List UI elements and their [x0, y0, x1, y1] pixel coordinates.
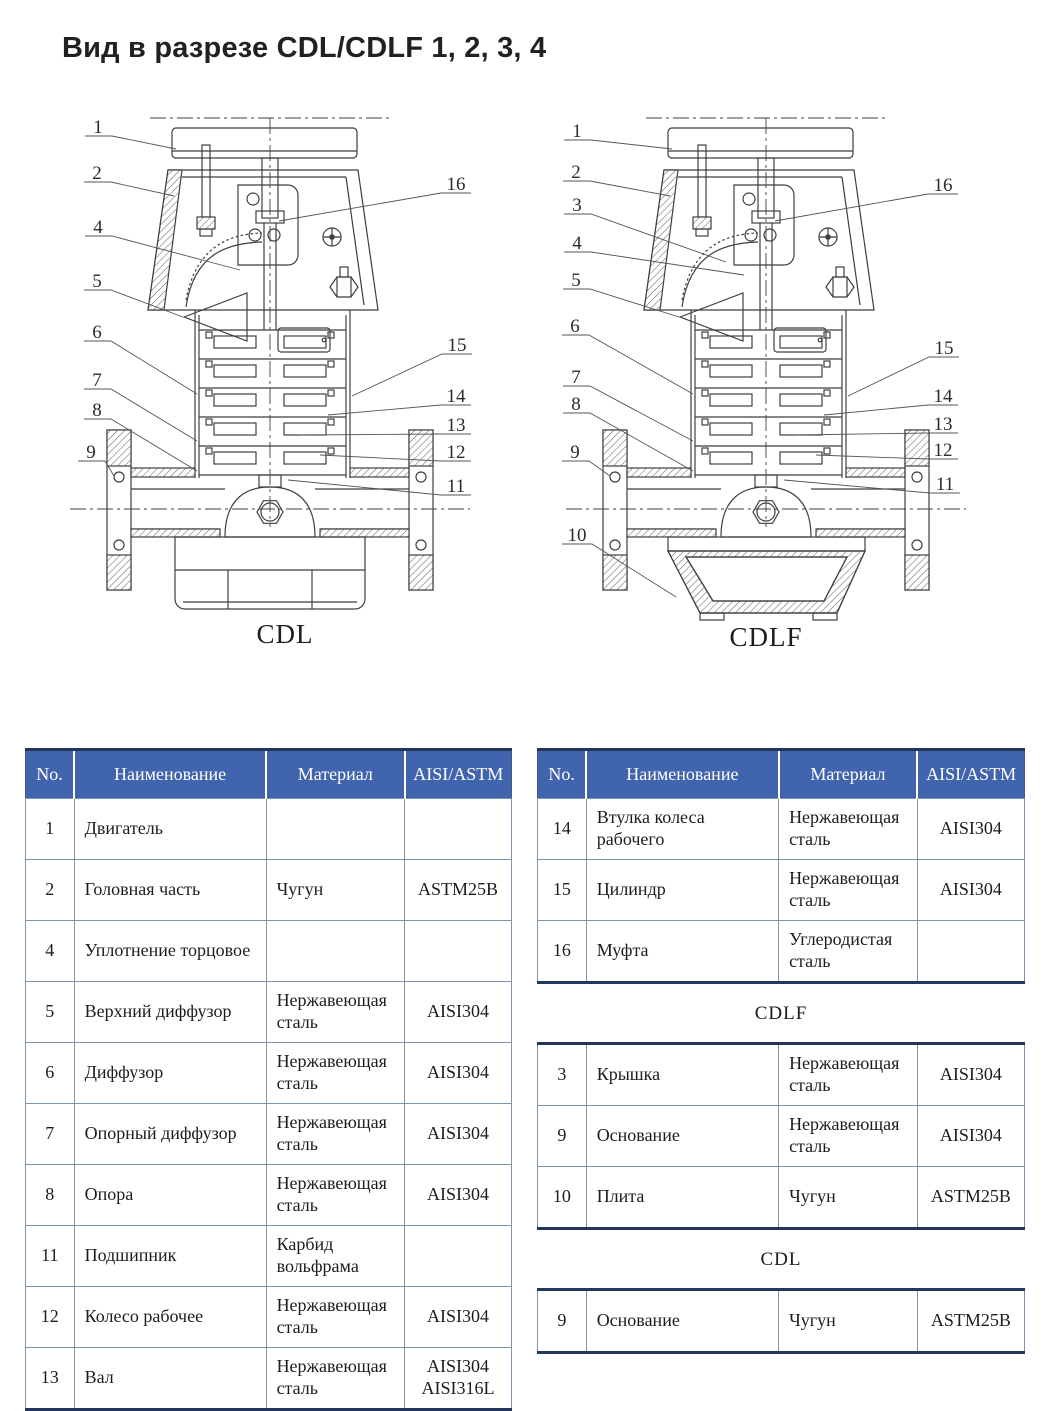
callout-label: 16	[933, 175, 953, 196]
parts-table-right-main	[537, 748, 1025, 984]
callout-label: 4	[572, 233, 582, 254]
callout-label: 11	[446, 476, 466, 497]
cell-no: 15	[538, 860, 587, 921]
header-material: Материал	[266, 750, 405, 799]
table-row	[26, 1348, 512, 1410]
callout-label: 13	[446, 415, 466, 436]
cell-name: Головная часть	[74, 860, 266, 921]
header-no: No.	[538, 750, 587, 799]
cell-material: Чугун	[266, 860, 405, 921]
table-row	[26, 1287, 512, 1348]
callout-label: 9	[86, 442, 96, 463]
table-row	[538, 1167, 1025, 1229]
cell-material: Нержавеющая сталь	[779, 1044, 918, 1106]
callout-label: 1	[572, 121, 582, 142]
cell-name: Основание	[586, 1290, 778, 1353]
table-row	[538, 799, 1025, 860]
cell-material: Нержавеющая сталь	[266, 1348, 405, 1410]
cell-standard: AISI304	[917, 860, 1024, 921]
cell-name: Втулка колеса рабочего	[586, 799, 778, 860]
header-standard: AISI/ASTM	[405, 750, 512, 799]
table-row	[26, 982, 512, 1043]
cell-name: Колесо рабочее	[74, 1287, 266, 1348]
callout-label: 14	[446, 386, 466, 407]
pump-cross-section-drawings	[0, 105, 1043, 665]
cell-standard	[405, 921, 512, 982]
cell-no: 14	[538, 799, 587, 860]
cell-material: Нержавеющая сталь	[266, 1104, 405, 1165]
cell-standard: AISI304	[405, 1165, 512, 1226]
callout-label: 16	[446, 174, 466, 195]
left-table-column	[25, 748, 512, 1411]
parts-table-right-cdl	[537, 1288, 1025, 1354]
cell-standard: AISI304 AISI316L	[405, 1348, 512, 1410]
cell-standard: AISI304	[405, 1287, 512, 1348]
cell-name: Цилиндр	[586, 860, 778, 921]
callout-label: 9	[570, 442, 580, 463]
cdl-caption: CDL	[256, 619, 314, 649]
cdl-drawing	[70, 118, 470, 609]
cell-material: Нержавеющая сталь	[266, 1287, 405, 1348]
cell-name: Двигатель	[74, 799, 266, 860]
cdlf-caption: CDLF	[729, 622, 803, 652]
cell-no: 12	[26, 1287, 75, 1348]
table-row	[26, 1043, 512, 1104]
table-row	[26, 1226, 512, 1287]
page-title: Вид в разрезе CDL/CDLF 1, 2, 3, 4	[62, 32, 547, 64]
callout-label: 13	[933, 414, 953, 435]
cell-name: Основание	[586, 1106, 778, 1167]
callout-label: 8	[92, 400, 102, 421]
cell-standard: AISI304	[917, 1106, 1024, 1167]
table-row	[538, 860, 1025, 921]
cell-material: Нержавеющая сталь	[779, 799, 918, 860]
cell-standard	[917, 921, 1024, 983]
table-row	[538, 1106, 1025, 1167]
cell-name: Подшипник	[74, 1226, 266, 1287]
cell-material	[266, 799, 405, 860]
cell-standard: ASTM25B	[405, 860, 512, 921]
table-row	[538, 921, 1025, 983]
cell-material: Чугун	[779, 1290, 918, 1353]
cell-material: Углеродистая сталь	[779, 921, 918, 983]
cell-no: 16	[538, 921, 587, 983]
cell-no: 6	[26, 1043, 75, 1104]
cell-standard: ASTM25B	[917, 1290, 1024, 1353]
cell-standard: AISI304	[405, 1104, 512, 1165]
table-row	[26, 860, 512, 921]
right-table-column	[537, 748, 1025, 1354]
cell-no: 9	[538, 1290, 587, 1353]
callout-label: 11	[935, 474, 955, 495]
cell-material: Нержавеющая сталь	[779, 1106, 918, 1167]
cell-name: Муфта	[586, 921, 778, 983]
callout-label: 7	[92, 370, 102, 391]
cell-standard	[405, 1226, 512, 1287]
callout-label: 3	[572, 195, 582, 216]
cell-standard: ASTM25B	[917, 1167, 1024, 1229]
cell-no: 11	[26, 1226, 75, 1287]
callout-label: 12	[446, 442, 466, 463]
cell-name: Верхний диффузор	[74, 982, 266, 1043]
callout-label: 10	[567, 525, 587, 546]
cell-material: Чугун	[779, 1167, 918, 1229]
callout-label: 7	[571, 367, 581, 388]
cell-no: 9	[538, 1106, 587, 1167]
callout-label: 8	[571, 394, 581, 415]
callout-label: 5	[92, 271, 102, 292]
cell-no: 3	[538, 1044, 587, 1106]
section-label-cdl: CDL	[760, 1249, 802, 1270]
cell-standard: AISI304	[917, 1044, 1024, 1106]
cell-no: 7	[26, 1104, 75, 1165]
cell-no: 4	[26, 921, 75, 982]
cell-name: Уплотнение торцовое	[74, 921, 266, 982]
table-row	[26, 1104, 512, 1165]
callout-label: 2	[571, 162, 581, 183]
cell-standard	[405, 799, 512, 860]
cell-standard: AISI304	[405, 1043, 512, 1104]
callout-label: 1	[93, 117, 103, 138]
header-material: Материал	[779, 750, 918, 799]
cell-standard: AISI304	[917, 799, 1024, 860]
callout-label: 12	[933, 440, 953, 461]
cell-name: Крышка	[586, 1044, 778, 1106]
header-name: Наименование	[586, 750, 778, 799]
callout-label: 14	[933, 386, 953, 407]
cell-name: Опорный диффузор	[74, 1104, 266, 1165]
parts-table-right-cdlf	[537, 1042, 1025, 1230]
cell-no: 2	[26, 860, 75, 921]
callout-label: 15	[447, 335, 467, 356]
table-row	[26, 799, 512, 860]
parts-table-left	[25, 748, 512, 1411]
cell-no: 8	[26, 1165, 75, 1226]
table-row	[26, 1165, 512, 1226]
section-label-cdlf: CDLF	[754, 1003, 808, 1024]
callout-label: 6	[570, 316, 580, 337]
callout-label: 15	[934, 338, 954, 359]
cell-standard: AISI304	[405, 982, 512, 1043]
table-header	[538, 750, 1025, 799]
callout-label: 2	[92, 163, 102, 184]
table-row	[538, 1044, 1025, 1106]
cell-material: Нержавеющая сталь	[266, 1165, 405, 1226]
cell-no: 13	[26, 1348, 75, 1410]
cell-material: Нержавеющая сталь	[266, 982, 405, 1043]
header-standard: AISI/ASTM	[917, 750, 1024, 799]
callout-label: 6	[92, 322, 102, 343]
cell-material	[266, 921, 405, 982]
table-row	[26, 921, 512, 982]
table-row	[538, 1290, 1025, 1353]
cell-material: Нержавеющая сталь	[779, 860, 918, 921]
cell-no: 5	[26, 982, 75, 1043]
cell-name: Вал	[74, 1348, 266, 1410]
header-name: Наименование	[74, 750, 266, 799]
cell-name: Опора	[74, 1165, 266, 1226]
cell-material: Нержавеющая сталь	[266, 1043, 405, 1104]
cdlf-drawing	[566, 118, 966, 620]
cell-no: 10	[538, 1167, 587, 1229]
cell-no: 1	[26, 799, 75, 860]
callout-label: 4	[93, 217, 103, 238]
callout-label: 5	[571, 270, 581, 291]
cell-name: Диффузор	[74, 1043, 266, 1104]
header-no: No.	[26, 750, 75, 799]
cell-material: Карбид вольфрама	[266, 1226, 405, 1287]
table-header	[26, 750, 512, 799]
cell-name: Плита	[586, 1167, 778, 1229]
